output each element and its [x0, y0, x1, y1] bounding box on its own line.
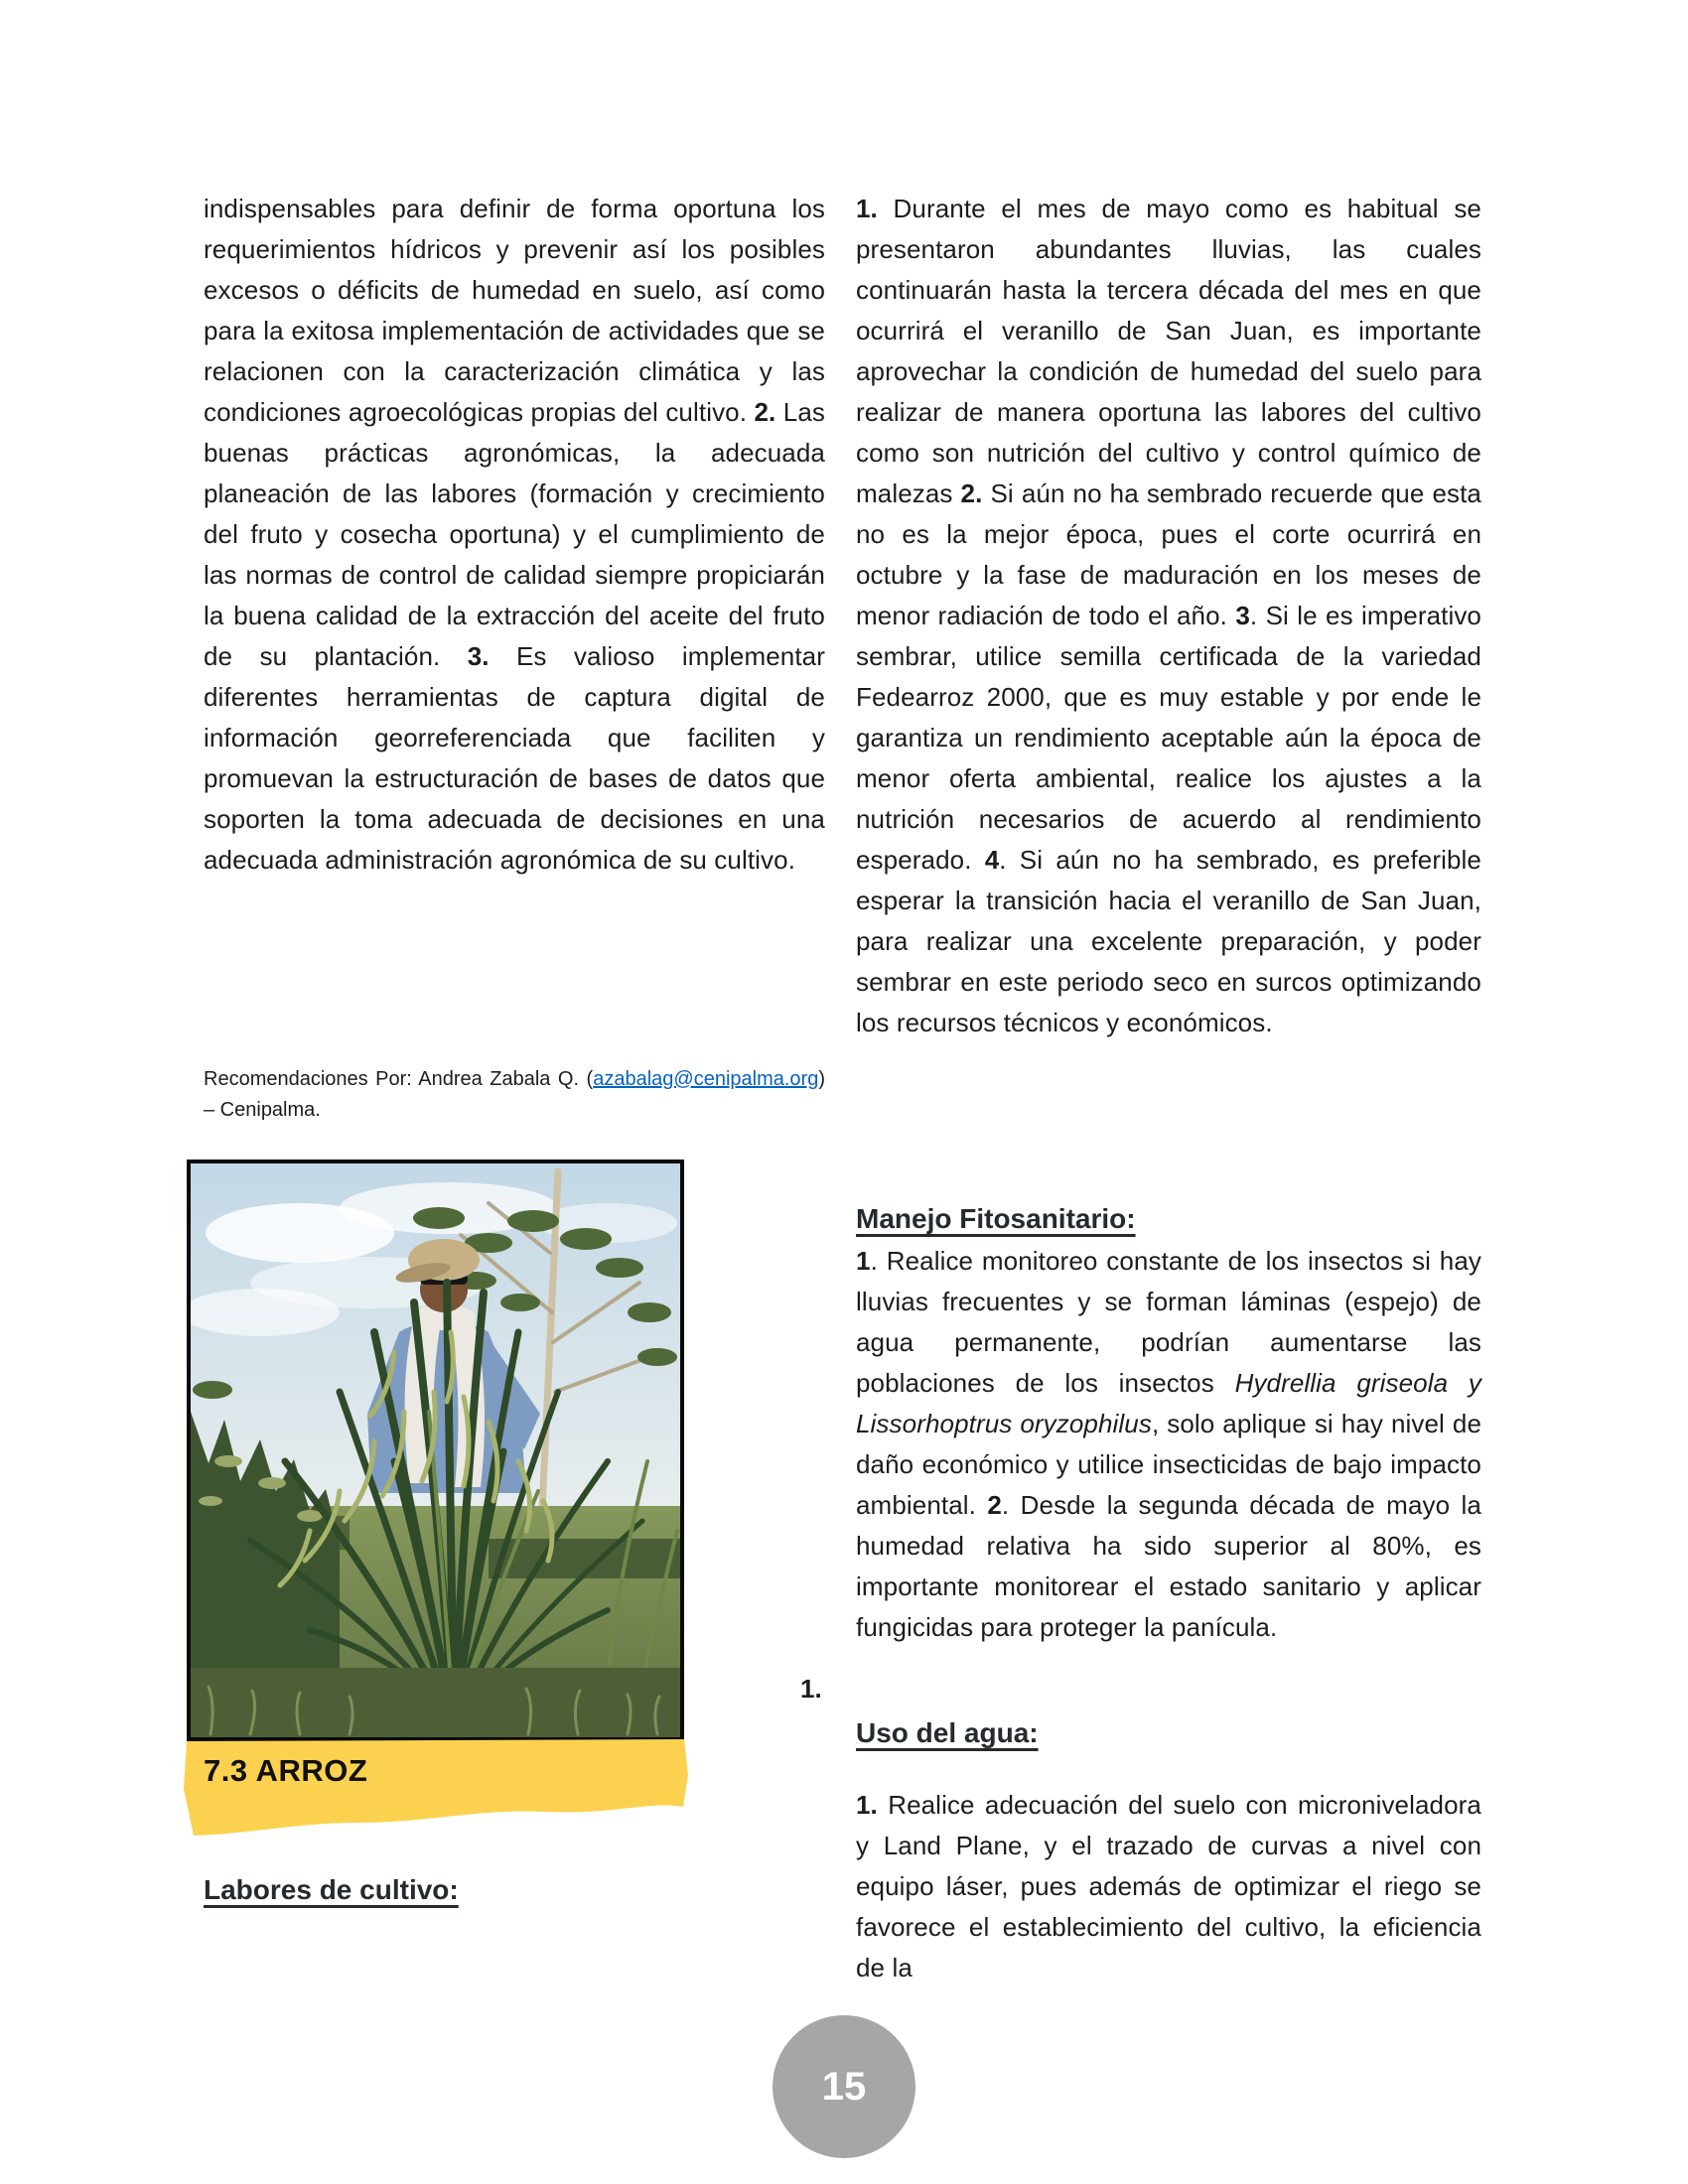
subheading-labores-de-cultivo: Labores de cultivo: [204, 1874, 459, 1905]
rice-field-photo-art [191, 1163, 680, 1737]
heading-manejo-fitosanitario: Manejo Fitosanitario: [856, 1203, 1136, 1234]
right-paragraph-uso-del-agua: 1. Realice adecuación del suelo con microniveladora y Land Plane, y el trazado de curvas a nivel con equipo láser, pues además de optimizar el riego se favorece el establecimiento del cultivo, la eficiencia de la [856, 1790, 1481, 1982]
right-paragraph-labores: 1. Durante el mes de mayo como es habitual se presentaron abundantes lluvias, las cuales continuarán hasta la tercera década del mes en que ocurrirá el veranillo de San Juan, es importante aprovechar la condición de humedad del suelo para realizar de manera oportuna las labores del cultivo como son nutrición del cultivo y control químico de malezas 2. Si aún no ha sembrado recuerde que esta no es la mejor época, pues el corte ocurrirá en octubre y la fase de maduración en los meses de menor radiación de todo el año. 3. Si le es imperativo sembrar, utilice semilla certificada de la variedad Fedearroz 2000, que es muy estable y por ende le garantiza un rendimiento aceptable aún la época de menor oferta ambiental, realice los ajustes a la nutrición necesarios de acuerdo al rendimiento esperado. 4. Si aún no ha sembrado, es preferible esperar la transición hacia el veranillo de San Juan, para realizar una excelente preparación, y poder sembrar en este periodo seco en surcos optimizando los recursos técnicos y económicos. [856, 194, 1481, 1037]
left-column-paragraph: indispensables para definir de forma oportuna los requerimientos hídricos y prevenir así los posibles excesos o déficits de humedad en suelo, así como para la exitosa implementación de actividades que se relacionen con la caracterización climática y las condiciones agroecológicas propias del cultivo. 2. Las buenas prácticas agronómicas, la adecuada planeación de las labores (formación y crecimiento del fruto y cosecha oportuna) y el cumplimiento de las normas de control de calidad siempre propiciarán la buena calidad de la extracción del aceite del fruto de su plantación. 3. Es valioso implementar diferentes herramientas de captura digital de información georreferenciada que faciliten y promuevan la estructuración de bases de datos que soporten la toma adecuada de decisiones en una adecuada administración agronómica de su cultivo. [204, 194, 825, 875]
credit-line: Recomendaciones Por: Andrea Zabala Q. (azabalag@cenipalma.org) – Cenipalma. [204, 1068, 825, 1121]
page-number-badge [773, 2015, 915, 2158]
right-paragraph-fitosanitario: 1. Realice monitoreo constante de los insectos si hay lluvias frecuentes y se forman láminas (espejo) de agua permanente, podrían aumentarse las poblaciones de los insectos Hydrellia griseola y Lissorhoptrus oryzophilus, solo aplique si hay nivel de daño económico y utilice insecticidas de bajo impacto ambiental. 2. Desde la segunda década de mayo la humedad relativa ha sido superior al 80%, es importante monitorear el estado sanitario y aplicar fungicidas para proteger la panícula. [856, 1246, 1481, 1642]
email-link[interactable]: azabalag@cenipalma.org [593, 1068, 819, 1090]
heading-uso-del-agua: Uso del agua: [856, 1717, 1039, 1748]
section-title: 7.3 ARROZ [204, 1753, 368, 1788]
rice-field-photo [187, 1160, 684, 1741]
section-banner [182, 1737, 690, 1848]
page-number: 15 [821, 2064, 867, 2109]
stray-list-number: 1. [800, 1674, 822, 1704]
